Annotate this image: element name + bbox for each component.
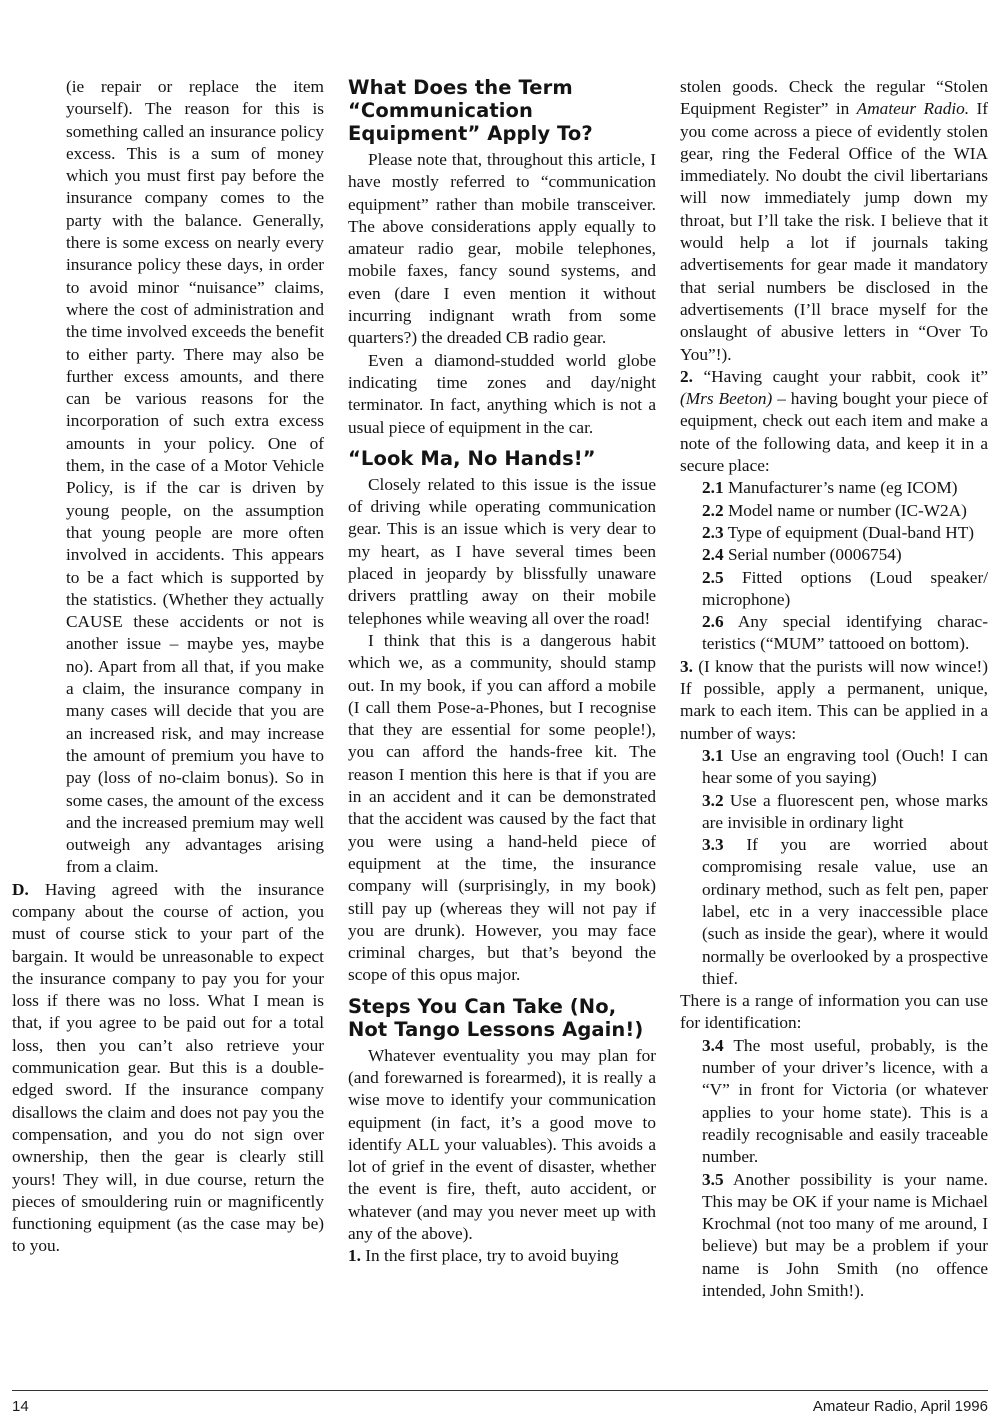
paragraph: Even a diamond-studded world globe indicating time zones and day/night terminator. In fact, anything which is not a usual piece of equipment in the car. (348, 350, 656, 437)
footer-publication: Amateur Radio, April 1996 (812, 1398, 988, 1415)
item-text: Serial number (0006754) (727, 545, 902, 565)
numbered-paragraph (680, 656, 988, 745)
footer-rule (12, 1390, 988, 1391)
section-heading: What Does the Term “Communication Equipment” Apply To? (348, 76, 593, 145)
paragraph: Please note that, throughout this article, I have mostly referred to “communication equipment” rather than mobile transceiver. The above considerations apply equally to amateur radio gear, mobile telephones, mobile faxes, fancy sound systems, and even (dare I even mention it without incurring indignant wrath from some quarters?) the dreaded CB radio gear. (348, 150, 656, 348)
item-text: Type of equipment (Dual-band HT) (727, 522, 975, 542)
numbered-list (680, 477, 988, 655)
item-text: Any special identifying charac-teristics (“MUM” tattooed on bottom). (702, 612, 988, 654)
item-number: 2.5 (702, 567, 724, 587)
item-number: 2.1 (702, 478, 724, 498)
item-text: The most useful, probably, is the number of your driver’s licence, with a “V” in front for Victoria (or whatever applies to your home state). This is a readily recognisable and easily traceable number. (702, 1035, 988, 1167)
paragraph: I think that this is a dangerous habit which we, as a community, should stamp out. In my book, if you can afford a mobile (I call them Pose-a-Phones, but I recognise that they are essential for some people!), you can afford the hands-free kit. The reason I mention this here is that if you are in an accident and it can be demonstrated that the accident was caused by the fact that you were using a hand-held piece of equipment at the time, the insurance company will (surprisingly, in my book) still pay up (whereas they will not pay if you are drunk). However, you may face criminal charges, but that’s beyond the scope of this opus major. (348, 630, 656, 985)
numbered-paragraph (680, 366, 988, 477)
item-number: 2.4 (702, 545, 724, 565)
item-text: In the first place, try to avoid buying (365, 1246, 619, 1266)
list-item (680, 500, 988, 522)
numbered-paragraph (348, 1245, 656, 1267)
paragraph: (ie repair or replace the item yourself). The reason for this is something called an insurance policy excess. This is a sum of money which you must first pay before the insurance company comes to the party with the balance. Generally, there is some excess on nearly every insurance policy these days, in order to avoid minor “nuisance” claims, where the cost of administration and the time involved exceeds the benefit to either party. There may also be further excess amounts, and there can be various reasons for the incorporation of such extra excess amounts in your policy. One of them, in the case of a Motor Vehicle Policy, is if the car is driven by young people, on the assumption that young people are more often involved in accidents. This appears to be a fact which is supported by the statistics. (Whether they actually CAUSE these accidents or not is another issue – maybe yes, maybe no). Apart from all that, if you make a claim, the insurance company in many cases will decide that you are an increased risk, and may increase the amount of premium you have to pay (loss of no-claim bonus). So in some cases, the amount of the excess and the increased premium may well outweigh any advantages arising from a claim. (66, 77, 324, 877)
column-3 (680, 76, 988, 1302)
list-item (680, 567, 988, 612)
publication-name: Amateur Radio. (856, 99, 970, 119)
text-span: If you come across a piece of evidently stolen gear, ring the Federal Office of the WIA immediately. No doubt the civil libertarians will now immediately jump down my throat, but I’ll take the risk. I believe that it would help a lot if journals taking advertisements for gear made it mandatory that serial numbers be disclosed in the advertisements (I’ll brace myself for the onslaught of abusive letters in “Over To You”!). (680, 99, 989, 364)
numbered-list (680, 745, 988, 990)
list-item (680, 522, 988, 544)
text-span: – having bought your piece of equipment, check out each item and make a note of the following data, and keep it in a secure place: (680, 389, 988, 476)
item-number: 3. (680, 656, 693, 676)
quote-source: (Mrs Beeton) (680, 389, 773, 409)
item-number: 3.2 (702, 790, 724, 810)
list-item (680, 834, 988, 990)
item-text: Manufacturer’s name (eg ICOM) (727, 478, 958, 498)
item-text: Fitted options (Loud speaker/ microphone) (702, 567, 988, 609)
list-item (680, 745, 988, 790)
numbered-list (680, 1035, 988, 1303)
item-text: If you are worried about compromising resale value, use an ordinary method, such as felt pen, paper label, etc in a very inaccessible place (such as inside the gear), where it would normally be overlooked by a prospective thief. (702, 835, 988, 988)
list-item (680, 1169, 988, 1303)
item-text: Having agreed with the insurance company about the course of action, you must of course stick to your part of the bargain. It would be unreasonable to expect the insurance company to pay you for your loss if there was no loss. What I mean is that, if you agree to be paid out for a total loss, then you can’t also retrieve your communication gear. But this is a double- edged sword. If the insurance company disallows the claim and does not pay you the compensation, and you do not sign over ownership, then the gear is clearly still yours! They will, in due course, return the pieces of smouldering ruin or magnificently functioning equipment (as the case may be) to you. (12, 879, 324, 1256)
item-number: 2.2 (702, 500, 724, 520)
item-text: Use an engraving tool (Ouch! I can hear some of you saying) (702, 745, 988, 788)
column-2 (348, 76, 656, 1268)
section-heading: “Look Ma, No Hands!” (348, 446, 596, 470)
list-item (680, 1035, 988, 1169)
item-number: 2.3 (702, 522, 724, 542)
paragraph: There is a range of information you can use for identification: (680, 991, 988, 1033)
item-number: 1. (348, 1246, 361, 1266)
item-label: D. (12, 879, 29, 899)
item-text: (I know that the purists will now wince!) If possible, apply a permanent, unique, mark to each item. This can be applied in a number of ways: (680, 656, 988, 743)
paragraph: Closely related to this issue is the issue of driving while operating communication gear. This is an issue which is very dear to my heart, as I have several times been placed in jeopardy by blissfully unaware drivers prattling away on their mobile telephones while weaving all over the road! (348, 474, 656, 628)
text-span: “Having caught your rabbit, cook it” (703, 366, 988, 386)
section-heading: Steps You Can Take (No, Not Tango Lessons Again!) (348, 994, 644, 1041)
text-span: stolen goods. Check the regular “Stolen Equipment Register” in (680, 77, 988, 119)
list-item (680, 611, 988, 656)
list-item (680, 544, 988, 566)
item-number: 3.4 (702, 1035, 724, 1055)
list-item (680, 477, 988, 499)
paragraph-d (12, 879, 324, 1258)
page-number: 14 (12, 1398, 29, 1415)
column-1 (12, 76, 324, 1258)
item-number: 3.5 (702, 1169, 724, 1189)
item-text: Another possibility is your name. This may be OK if your name is Michael Krochmal (not too many of me around, I believe) but may be a problem if your name is John Smith (no offence intended, John Smith!). (702, 1169, 988, 1301)
list-item (680, 790, 988, 835)
item-number: 2. (680, 366, 693, 386)
item-text: Model name or number (IC-W2A) (727, 500, 967, 520)
item-number: 2.6 (702, 612, 724, 632)
paragraph (680, 76, 988, 366)
item-number: 3.3 (702, 835, 724, 855)
paragraph: Whatever eventuality you may plan for (and forewarned is forearmed), it is really a wise move to identify your communication equipment (in fact, it’s a good move to identify ALL your valuables). This avoids a lot of grief in the event of disaster, whether the event is fire, theft, auto accident, or whatever (and may you never meet up with any of the above). (348, 1045, 656, 1244)
item-text: Use a fluorescent pen, whose marks are invisible in ordinary light (702, 790, 988, 832)
item-number: 3.1 (702, 745, 724, 765)
